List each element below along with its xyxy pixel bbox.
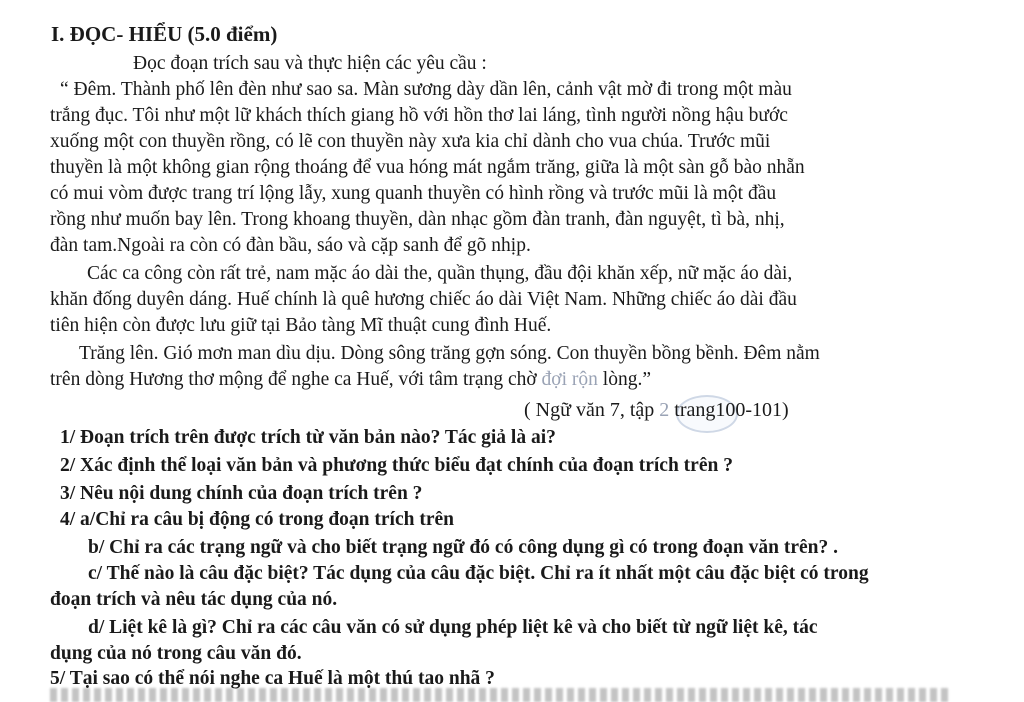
source-text: trang100-101): [669, 399, 789, 421]
question-4a: 4/ a/Chỉ ra câu bị động có trong đoạn trích trên: [60, 509, 454, 530]
passage-line: đàn tam.Ngoài ra còn có đàn bầu, sáo và cặp sanh để gõ nhịp.: [50, 235, 531, 256]
question-5: 5/ Tại sao có thể nói nghe ca Huế là một thú tao nhã ?: [50, 668, 495, 689]
question-1: 1/ Đoạn trích trên được trích từ văn bản nào? Tác giả là ai?: [60, 427, 556, 448]
passage-line: “ Đêm. Thành phố lên đèn như sao sa. Màn sương dày dần lên, cảnh vật mờ đi trong một màu: [60, 79, 792, 100]
passage-line: thuyền là một không gian rộng thoáng để vua hóng mát ngắm trăng, giữa là một sàn gỗ bào nhẵn: [50, 157, 805, 178]
passage-text: trên dòng Hương thơ mộng để nghe ca Huế, với tâm trạng chờ: [50, 369, 542, 390]
source-text: ( Ngữ văn 7, tập: [524, 399, 660, 421]
passage-line: rồng như muốn bay lên. Trong khoang thuyền, dàn nhạc gồm đàn tranh, đàn nguyệt, tì bà, nhị,: [50, 209, 785, 230]
question-4d: d/ Liệt kê là gì? Chỉ ra các câu văn có sử dụng phép liệt kê và cho biết từ ngữ liệt kê, tác: [88, 617, 818, 638]
passage-line: khăn đống duyên dáng. Huế chính là quê hương chiếc áo dài Việt Nam. Những chiếc áo dài đầu: [50, 289, 797, 310]
passage-line: có mui vòm được trang trí lộng lẫy, xung quanh thuyền có hình rồng và trước mũi là một đầu: [50, 183, 777, 204]
cutoff-text-line: [50, 688, 950, 702]
question-4c-cont: đoạn trích và nêu tác dụng của nó.: [50, 589, 338, 610]
passage-line: [50, 368, 651, 392]
question-4c: c/ Thế nào là câu đặc biệt? Tác dụng của câu đặc biệt. Chỉ ra ít nhất một câu đặc biệt có trong: [88, 563, 869, 584]
passage-line: Các ca công còn rất trẻ, nam mặc áo dài the, quần thụng, đầu đội khăn xếp, nữ mặc áo dài,: [87, 263, 793, 284]
question-4b: b/ Chỉ ra các trạng ngữ và cho biết trạng ngữ đó có công dụng gì có trong đoạn văn trên? .: [88, 537, 838, 558]
section-title: I. ĐỌC- HIỂU (5.0 điểm): [51, 22, 278, 46]
passage-text-faded: đợi rộn: [541, 369, 598, 390]
passage-line: trắng đục. Tôi như một lữ khách thích giang hồ với hồn thơ lai láng, tình người nồng hậu bước: [50, 105, 788, 126]
passage-line: Trăng lên. Gió mơn man dìu dịu. Dòng sông trăng gợn sóng. Con thuyền bồng bềnh. Đêm nằm: [79, 343, 820, 364]
passage-text: lòng.”: [597, 369, 651, 390]
passage-line: tiên hiện còn được lưu giữ tại Bảo tàng Mĩ thuật cung đình Huế.: [50, 315, 552, 336]
source-citation: [524, 398, 789, 422]
question-3: 3/ Nêu nội dung chính của đoạn trích trên ?: [60, 483, 423, 504]
question-4d-cont: dụng của nó trong câu văn đó.: [50, 643, 302, 664]
question-2: 2/ Xác định thể loại văn bản và phương thức biểu đạt chính của đoạn trích trên ?: [60, 455, 733, 476]
source-text-faded: 2: [659, 399, 670, 421]
passage-line: xuống một con thuyền rồng, có lẽ con thuyền này xưa kia chỉ dành cho vua chúa. Trước mũi: [50, 131, 771, 152]
instruction: Đọc đoạn trích sau và thực hiện các yêu cầu :: [133, 53, 487, 74]
